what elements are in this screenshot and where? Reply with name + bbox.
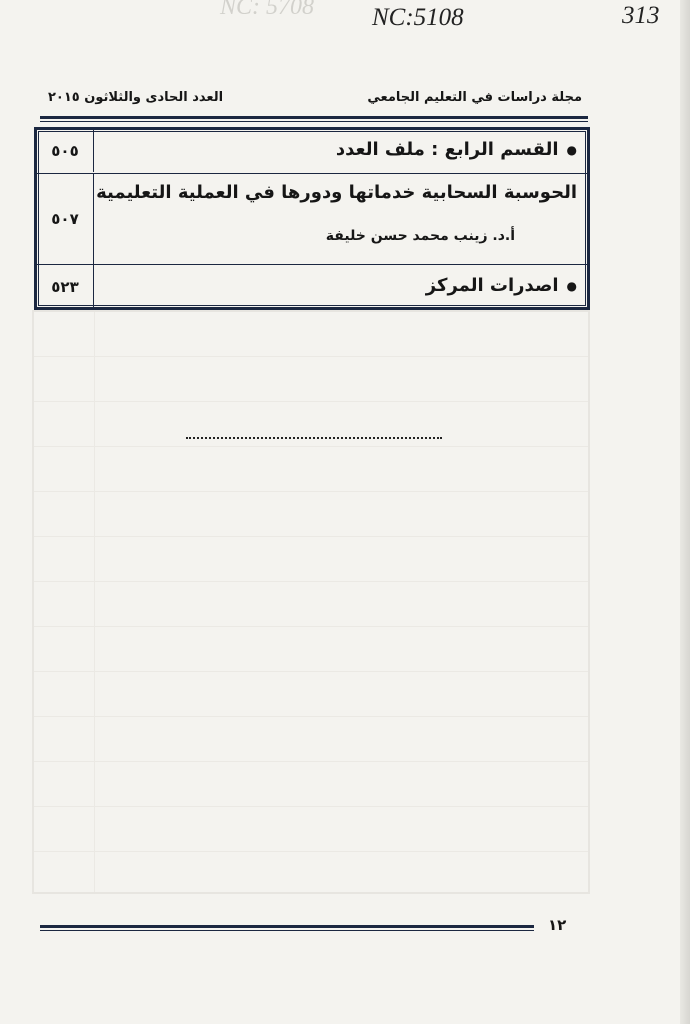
toc-page-number: ٥٠٧: [37, 174, 94, 264]
issue-label: العدد الحادى والثلاثون ٢٠١٥: [48, 90, 224, 105]
header-rule: [40, 116, 588, 119]
page-edge: [680, 0, 690, 1024]
toc-row: [37, 173, 587, 264]
bleed-through-table: [32, 310, 590, 894]
dotted-separator: [186, 437, 442, 439]
bleed-through-text: NC: 5708: [220, 0, 315, 20]
toc-row: [37, 264, 587, 308]
header-rule-thin: [40, 121, 588, 122]
toc-section-title: ● القسم الرابع : ملف العدد: [336, 139, 577, 160]
footer-rule-thin: [40, 930, 534, 931]
toc-page-number: ٥٢٣: [37, 265, 94, 308]
handwritten-catalog-number: NC:5108: [372, 4, 464, 31]
page-number: ١٢: [548, 916, 567, 934]
footer-rule: [40, 925, 534, 928]
toc-table: [34, 127, 590, 310]
handwritten-page-reference: 313: [622, 2, 660, 29]
journal-title: مجلة دراسات في التعليم الجامعي: [367, 90, 582, 105]
toc-article-title: الحوسبة السحابية خدماتها ودورها في العملية التعليمية: [96, 182, 577, 203]
toc-row: [37, 130, 587, 172]
toc-author: أ.د. زينب محمد حسن خليفة: [325, 228, 515, 244]
toc-page-number: ٥٠٥: [37, 130, 94, 172]
toc-section-title: ● اصدرات المركز: [426, 275, 577, 296]
